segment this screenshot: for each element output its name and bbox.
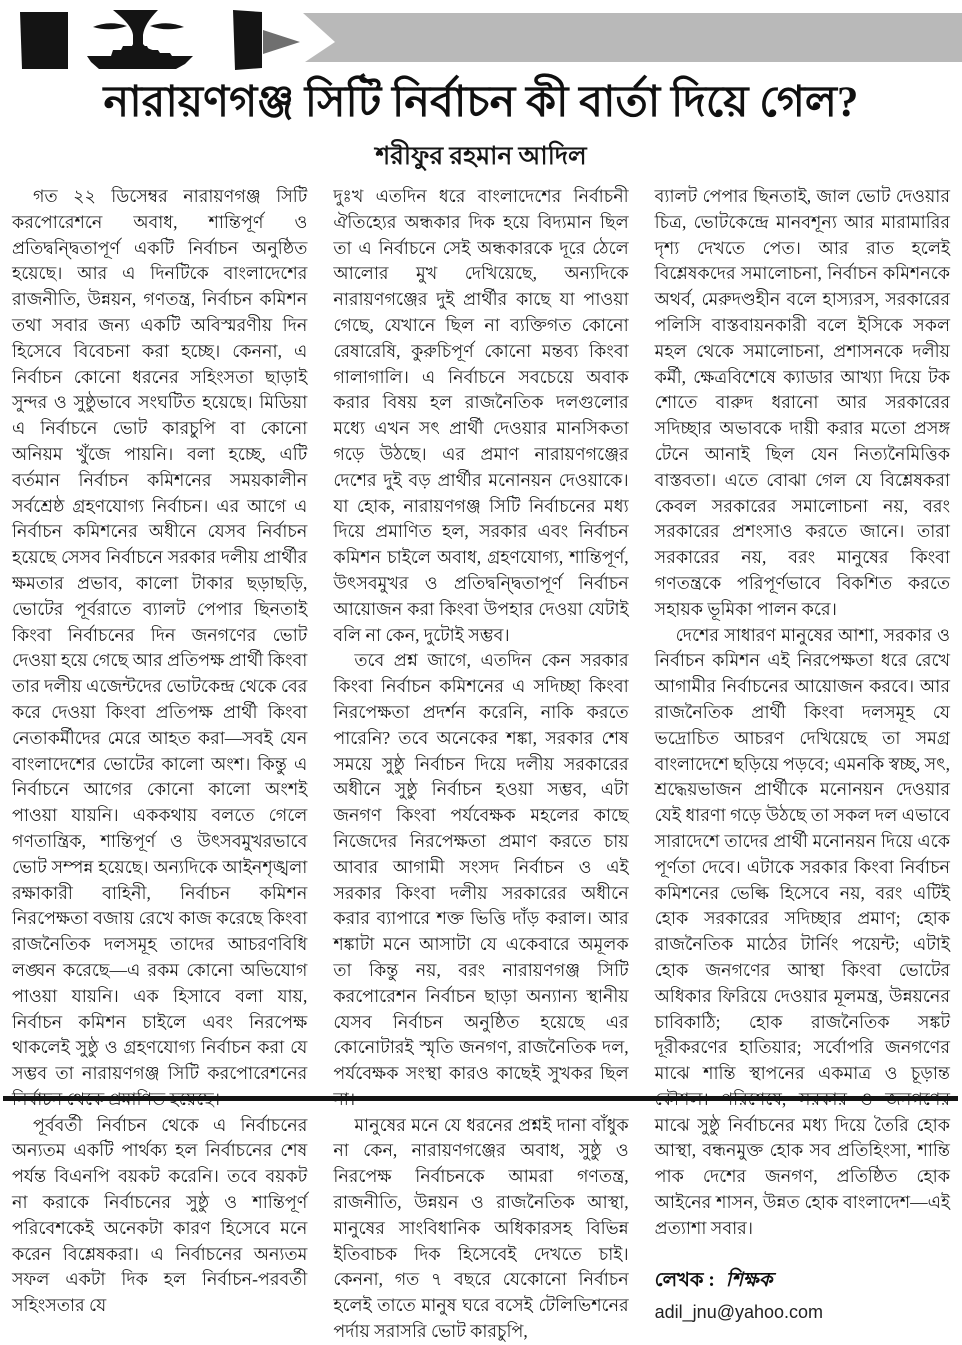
author-email: adil_jnu@yahoo.com [654,1302,824,1323]
bottom-rule [3,1096,958,1101]
paragraph: তবে প্রশ্ন জাগে, এতদিন কেন সরকার কিংবা নির্বাচন কমিশনের এ সদিচ্ছা কিংবা নিরপেক্ষতা প্রদর্শন করেনি, নাকি করতে পারেনি? তবে অনেকের শঙ্কা, সরকার শেষ সময়ে সুষ্ঠু নির্বাচন দিয়ে দলীয় সরকারের অধীনে সুষ্ঠু নির্বাচন হওয়া সম্ভব, এটা জনগণ কিংবা পর্যবেক্ষক মহলের কাছে নিজেদের নিরপেক্ষতা প্রমাণ করতে চায় আবার আগামী সংসদ নির্বাচন ও এই সরকার কিংবা দলীয় সরকারের অধীনে করার ব্যাপারে শক্ত ভিত্তি দাঁড় করাল। আর শঙ্কাটা মনে আসাটা যে একেবারে অমূলক তা কিন্তু নয়, বরং নারায়ণগঞ্জ সিটি করপোরেশন নির্বাচন ছাড়া অন্যান্য স্থানীয় যেসব নির্বাচন অনুষ্ঠিত হয়েছে এর কোনোটারই স্মৃতি জনগণ, রাজনৈতিক দল, পর্যবেক্ষক সংস্থা কারও কাছেই সুখকর ছিল [333,650,629,1084]
masthead-gray-bar [303,13,962,62]
author-line [655,1268,950,1293]
author-label: লেখক : [654,1269,715,1291]
column-3 [655,184,950,1345]
article-body [12,184,950,1345]
masthead-right-arrow-icon [263,30,300,54]
paragraph: গত ২২ ডিসেম্বর নারায়ণগঞ্জ সিটি করপোরেশনে অবাধ, শান্তিপূর্ণ ও প্রতিদ্বন্দ্বিতাপূর্ণ একটি নির্বাচন অনুষ্ঠিত হয়েছে। আর এ দিনটিকে বাংলাদেশের রাজনীতি, উন্নয়ন, গণতন্ত্র, নির্বাচন কমিশন তথা সবার জন্য একটি অবিস্মরণীয় দিন হিসেবে বিবেচনা করা হচ্ছে। কেননা, এ নির্বাচন কোনো ধরনের সহিংসতা ছাড়াই সুন্দর ও সুষ্ঠুভাবে সংঘটিত হয়েছে। মিডিয়া এ নির্বাচনে ভোট কারচুপি বা কোনো অনিয়ম খুঁজে পায়নি। বলা হচ্ছে, এটি বর্তমান নির্বাচন কমিশনের সময়কালীন সর্বশ্রেষ্ঠ গ্রহণযোগ্য নির্বাচন। এর আগে এ নির্বাচন কমিশনের অধীনে যেসব নির্বাচন হয়েছে সেসব নির্বাচনে সরকার দলীয় প্রার্থীর ক্ষমতার প্রভাব, কালো টাকার ছড়াছড়ি, ভোটের পূর্বরাতে ব্যালট পেপার ছিনতাই কিংবা নির্বাচনের দিন জনগণের ভোট দেওয়া হয়ে গেছে আর প্রতিপক্ষ প্রার্থী কিংবা তার দলীয় এজেন্টদের ভোটকেন্দ্র থেকে বের করে দেওয়া কিংবা প্রতিপক্ষ প্রার্থী কিংবা নেতাকর্মীদের মেরে আহত করা—সবই যেন বাংলাদেশের ভোটের কালো অংশ। কিন্তু এ নির্বাচনে আগের কোনো কালো অংশই পাওয়া যায়নি। এককথায় বলতে গেলে গণতান্ত্রিক, শান্তিপূর্ণ ও উৎসবমুখরভাবে ভোট সম্পন্ন হয়েছে। অন্যদিকে আইনশৃঙ্খলা রক্ষাকারী বাহিনী, নির্বাচন কমিশন নিরপেক্ষতা বজায় রেখে কাজ করেছে কিংবা রাজনৈতিক দলসমূহ তাদের আচরণবিধি লঙ্ঘন করেছে—এ রকম কোনো অভিযোগ পাওয়া যায়নি। এক হিসাবে বলা যায়, নির্বাচন কমিশন চাইলে এবং নিরপেক্ষ থাকলেই সুষ্ঠু ও গ্রহণযোগ্য নির্বাচন করা যে সম্ভব তা নারায়ণগঞ্জ সিটি করপোরেশনের [12,186,308,1084]
ship-logo-icon [87,10,193,69]
paragraph-continuation: ব্যালট পেপার ছিনতাই, জাল ভোট দেওয়ার চিত্র, ভোটকেন্দ্রে মানবশূন্য আর মারামারির দৃশ্য দেখতে পেত। আর রাত হলেই বিশ্লেষকদের সমালোচনা, নির্বাচন কমিশনকে অথর্ব, মেরুদণ্ডহীন বলে হাস্যরস, সরকারের পলিসি বাস্তবায়নকারী বলে ইসিকে সকল মহল থেকে সমালোচনা, প্রশাসনকে দলীয় কর্মী, ক্ষেত্রবিশেষে ক্যাডার আখ্যা দিয়ে টক শোতে বারুদ ধরানো আর সরকারের সদিচ্ছার অভাবকে দায়ী করার মতো প্রসঙ্গ টেনে আনাই ছিল যেন নিত্যনৈমিত্তিক বাস্তবতা। এতে বোঝা গেল যে বিশ্লেষকরা কেবল সরকারের সমালোচনা নয়, বরং সরকারের প্রশংসাও করতে জানে। তারা সরকারের নয়, বরং মানুষের কিংবা গণতন্ত্রকে পরিপূর্ণভাবে বিকশিত করতে সহায়ক ভূমিকা পালন করে। [654,186,950,619]
column-2 [333,184,628,1345]
article-byline: শরীফুর রহমান আদিল [375,143,587,170]
paragraph: দেশের সাধারণ মানুষের আশা, সরকার ও নির্বাচন কমিশন এই নিরপেক্ষতা ধরে রেখে আগামীর নির্বাচনের আয়োজন করবে। আর রাজনৈতিক প্রার্থী কিংবা দলসমূহ যে ভদ্রোচিত আচরণ দেখিয়েছে তা সমগ্র বাংলাদেশে ছড়িয়ে পড়বে; এমনকি স্বচ্ছ, সৎ, শ্রদ্ধেয়ভাজন প্রার্থীকে মনোনয়ন দেওয়ার যেই ধারণা গড়ে উঠছে তা সকল দল এভাবে সারাদেশে তাদের প্রার্থী মনোনয়ন দিয়ে একে পূর্ণতা দেবে। এটাকে সরকার কিংবা নির্বাচন কমিশনের ভেল্কি হিসেবে নয়, বরং এটিই হোক সরকারের সদিচ্ছার প্রমাণ; হোক রাজনৈতিক মাঠের টার্নিং পয়েন্ট; এটাই হোক জনগণের আস্থা কিংবা ভোটের অধিকার ফিরিয়ে দেওয়ার মূলমন্ত্র, উন্নয়নের চাবিকাঠি; হোক রাজনৈতিক সঙ্কট দূরীকরণের হাতিয়ার; সর্বোপরি জনগণের মাঝে শান্তি স্থাপনের একমাত্র ও চূড়ান্ত মাঝে সুষ্ঠু নির্বাচনের মধ্য দিয়ে তৈরি হোক আস্থা, বন্ধনমুক্ত হোক সব প্রতিহিংসা, শান্তি পাক দেশের জনগণ, প্রতিষ্ঠিত হোক আইনের শাসন, উন্নত হোক বাংলাদেশ—এই প্রত্যাশা সবার। [654,624,950,1238]
masthead [0,0,962,78]
paragraph: মানুষের মনে যে ধরনের প্রশ্নই দানা বাঁধুক না কেন, নারায়ণগঞ্জের অবাধ, সুষ্ঠু ও নিরপেক্ষ নির্বাচনকে আমরা গণতন্ত্র, রাজনীতি, উন্নয়ন ও রাজনৈতিক আস্থা, মানুষের সাংবিধানিক অধিকারসহ বিভিন্ন ইতিবাচক দিক হিসেবেই দেখতে চাই। কেননা, গত ৭ বছরে যেকোনো নির্বাচন হলেই তাতে মানুষ ঘরে বসেই টেলিভিশনের পর্দায় সরাসরি ভোট কারচুপি, [333,1114,629,1342]
masthead-bookmark-bar-icon [233,10,262,70]
paragraph-continuation: দুঃখ এতদিন ধরে বাংলাদেশের নির্বাচনী ঐতিহ্যের অন্ধকার দিক হয়ে বিদ্যমান ছিল তা এ নির্বাচনে সেই অন্ধকারকে দূরে ঠেলে আলোর মুখ দেখিয়েছে, অন্যদিকে নারায়ণগঞ্জের দুই প্রার্থীর কাছে যা পাওয়া গেছে, যেখানে ছিল না ব্যক্তিগত কোনো রেষারেষি, কুরুচিপূর্ণ কোনো মন্তব্য কিংবা গালাগালি। এ নির্বাচনে সবচেয়ে অবাক করার বিষয় হল রাজনৈতিক দলগুলোর মধ্যে এখন সৎ প্রার্থী দেওয়ার মানসিকতা গড়ে উঠছে। এর প্রমাণ নারায়ণগঞ্জের দেশের দুই বড় প্রার্থীর মনোনয়ন দেওয়াকে। যা হোক, নারায়ণগঞ্জ সিটি নির্বাচনের মধ্য দিয়ে প্রমাণিত হল, সরকার এবং নির্বাচন কমিশন চাইলে অবাধ, গ্রহণযোগ্য, শান্তিপূর্ণ, উৎসবমুখর ও প্রতিদ্বন্দ্বিতাপূর্ণ নির্বাচন আয়োজন করা কিংবা উপহার দেওয়া যেটাই বলি না কেন, দুটোই সম্ভব। [333,186,629,645]
column-1 [12,184,307,1345]
author-role: শিক্ষক [725,1269,773,1291]
page-title: নারায়ণগঞ্জ সিটি নির্বাচন কী বার্তা দিয়ে গেল? [103,79,859,126]
masthead-black-block-icon [20,12,68,69]
paragraph: পূর্ববর্তী নির্বাচন থেকে এ নির্বাচনের অন্যতম একটি পার্থক্য হল নির্বাচনের শেষ পর্যন্ত বিএনপি বয়কট করেনি। তবে বয়কট না করাকে নির্বাচনের সুষ্ঠু ও শান্তিপূর্ণ পরিবেশকেই অনেকটা কারণ হিসেবে মনে করেন বিশ্লেষকরা। এ নির্বাচনের অন্যতম সফল একটা দিক হল নির্বাচন-পরবর্তী সহিংসতার যে [12,1114,308,1316]
